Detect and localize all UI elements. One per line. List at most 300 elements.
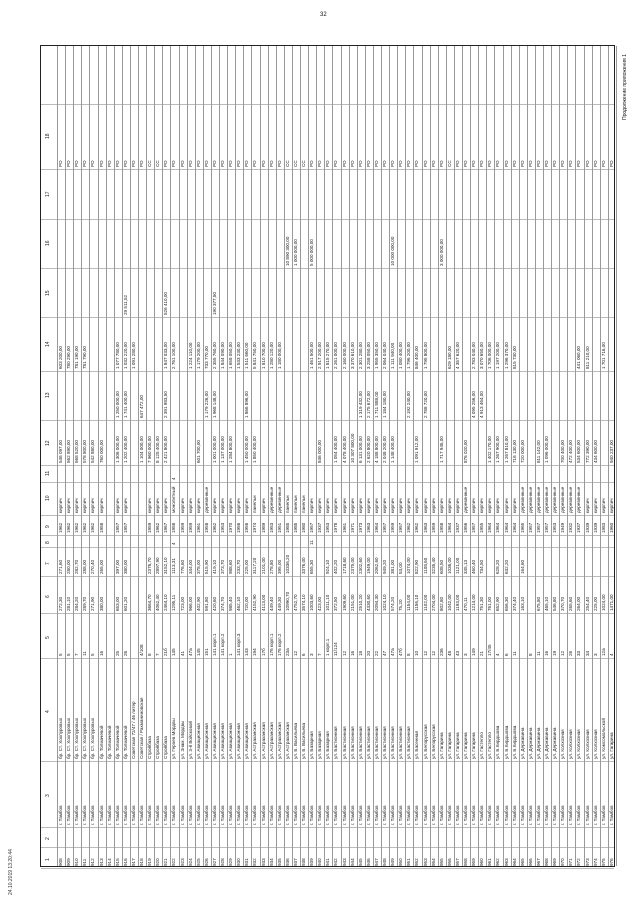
table-cell: бр. Толмачевой [106,725,112,760]
table-cell: ул. Бастионная [373,726,379,760]
table-cell: 1962 [414,522,420,534]
table-cell: 1957 [471,522,477,534]
table-cell: 12 [292,651,298,657]
table-cell: Стройбаза [155,736,161,760]
table-cell: кирпич [309,497,315,513]
table-cell: 916 [122,858,128,866]
table-cell: 5 000 000,00 [309,239,315,266]
table-cell: 950 [398,858,404,866]
table-cell: 2 261 000,00 [333,341,339,369]
table-cell: РО [479,160,485,168]
table-cell: г. Тамбов [220,805,226,825]
table-cell: 3664,70 [147,594,153,612]
table-cell: РО [268,160,274,168]
table-cell: ул. Державина [552,727,558,760]
table-cell: ул. Астраханская [268,722,274,760]
table-cell: 1909,60 [341,594,347,612]
table-cell: 941 [325,858,331,866]
table-cell: 1 224 110,00 [187,342,193,369]
table-cell: 1011,10 [325,594,331,612]
table-cell: г. Тамбов [244,805,250,825]
table-cell: 526 410,00 [163,292,169,316]
table-cell: 1949,00 [365,557,371,575]
table-cell: 967 [535,858,541,866]
table-cell: 149 [471,648,477,657]
table-cell: 1964 [446,522,452,534]
table-cell: РО [608,160,614,168]
table-cell: 1964 [487,522,493,534]
table-cell: 962 [495,858,501,866]
table-cell: кирпич [122,497,128,513]
table-cell: 47а [187,648,193,657]
table-cell: г. Тамбов [203,805,209,825]
table-cell: г. Тамбов [365,805,371,825]
table-cell: ул. Комсомольской [600,718,606,760]
table-cell: бр. Ст. Хохлуровых [58,718,63,760]
table-cell: 1 267 900,00 [495,436,501,464]
table-cell: 988,60 [228,560,234,575]
table-cell: 4113,00 [260,594,266,612]
table-cell: кирпич [333,497,339,513]
table-cell: СС [301,160,307,168]
table-cell: 4 [171,477,177,480]
table-cell: 776,60 [179,560,185,575]
table-cell: 4 [608,653,614,657]
table-cell: РО [187,160,193,168]
table-cell: 6 131 000,00 [357,436,363,464]
table-cell: кирпич [511,497,517,513]
table-cell: РО [430,160,436,168]
table-cell: кирпич [179,497,185,513]
table-cell: кирпич [495,497,501,513]
table-cell: 53,00 [398,562,404,575]
table-cell: г. Тамбов [284,805,290,825]
table-cell: РО [333,160,339,168]
table-cell: кирпич [406,497,412,513]
table-cell: 601,20 [122,597,128,612]
table-cell: РО [122,160,128,168]
table-cell: 434 600,00 [592,440,598,464]
table-cell: г. Тамбов [90,805,96,825]
table-cell: г. Тамбов [503,805,509,825]
column-header: 6 [45,594,51,598]
table-cell: 1 280 120,00 [268,341,274,369]
table-cell: 938 [301,858,307,866]
table-cell: РО [568,160,574,168]
table-cell: 271,90 [90,597,96,612]
table-cell: 1956 [244,522,250,534]
table-cell: г. Тамбов [454,805,460,825]
table-cell: г. Тамбов [333,805,339,825]
table-cell: 10 000 000,00 [390,236,396,266]
table-cell: 515,90 [203,560,209,575]
table-cell: 1962 [66,522,72,534]
table-cell: кирпич [98,497,104,513]
column-divider [41,576,614,577]
table-cell: 1964 [495,522,501,534]
table-cell: 716 130,00 [511,440,517,464]
table-cell: ул. Авиационная [203,723,209,760]
table-cell: 909 [66,858,72,866]
column-header: 9 [45,525,51,528]
table-cell: 21б [163,648,169,657]
table-cell: 937 [292,858,298,866]
table-cell: 33 [576,651,582,657]
table-cell: ул. Авиационная [211,723,217,760]
table-cell: 8 [147,653,153,657]
table-cell: 923 [179,858,185,866]
table-cell: кирпич [114,497,120,513]
table-cell: 925 [195,858,201,866]
table-cell: г. Тамбов [584,805,590,825]
table-cell: ул. Б.Кирдшова [495,725,501,760]
table-cell: 151 [203,648,209,657]
table-cell: 1 461 500,00 [309,341,315,369]
table-cell: СС [446,160,452,168]
table-cell: 402,90 [195,597,201,612]
table-cell: 12а [600,648,606,657]
table-cell: СС [292,160,298,168]
table-cell: РО [544,160,550,168]
table-cell: 958 [463,858,469,866]
column-divider [41,371,614,372]
table-cell: ул. Б.Кирдшова [511,725,517,760]
table-cell: г. Тамбов [268,805,274,825]
table-cell: 921 [163,858,169,866]
table-cell: ул. Авиационная [195,723,201,760]
table-cell: г. Тамбов [560,805,566,825]
table-cell: 254,40 [584,597,590,612]
table-cell: 932 [252,858,258,866]
table-cell: 1985 [292,522,298,534]
table-cell: г. Тамбов [349,805,355,825]
table-cell: кирпич [211,497,217,513]
table-cell: кирпич [349,497,355,513]
table-cell: РО [422,160,428,168]
table-cell: 1 968 148,00 [211,391,217,418]
column-divider [41,827,614,828]
table-cell: РО [503,160,509,168]
column-divider [41,219,614,220]
table-cell: 928 [220,858,226,866]
column-header: 1 [45,857,51,861]
table-cell: 5 [58,653,63,657]
table-cell: ул. Гагарина [608,732,614,760]
table-cell: ул. Державина [527,727,533,760]
table-cell: 3235,40 [430,557,436,575]
table-cell: РО [106,160,112,168]
table-cell: панельн [301,494,307,513]
table-cell: 3 070 650,00 [479,341,485,369]
column-header: 8 [45,541,51,545]
table-cell: ул. Авиационная [244,723,250,760]
table-cell: ул. Гагарина [454,732,460,760]
table-cell: деревянные [544,486,550,513]
table-cell: 378,00 [195,560,201,575]
table-cell: ул. Бастионная [341,726,347,760]
table-cell: 760 000,00 [98,440,104,464]
table-cell: 372,50 [333,597,339,612]
column-header: 3 [45,794,51,798]
table-cell: 911 [82,858,88,866]
table-cell: 1156,10 [414,594,420,612]
table-cell: 601 700,00 [195,440,201,464]
table-cell: кирпич [398,497,404,513]
table-cell: Советская 72/47 / 46 литер [130,701,136,760]
table-cell: 12 [341,651,347,657]
table-cell: 2 783 040,00 [471,341,477,369]
table-cell: РО [373,160,379,168]
table-cell: 1962 [74,522,80,534]
table-cell: 4062,40 [155,594,161,612]
column-divider [41,515,614,516]
table-cell: г. Тамбов [147,805,153,825]
table-cell: 1108,60 [422,557,428,575]
column-header: 5 [45,636,51,639]
table-cell: 1953 [325,522,331,534]
table-cell: 948 [382,858,388,866]
table-cell: 281,10 [66,597,72,612]
table-cell: 1 137 000,00 [220,436,226,464]
table-cell: 449,30 [276,597,282,612]
table-cell: 914 [106,858,112,866]
table-cell: 233,70 [236,560,242,575]
table-cell: РО [438,160,444,168]
table-cell: 720 000,00 [519,440,525,464]
table-cell: 47 [382,651,388,657]
table-cell: панельн [252,494,258,513]
table-cell: 1962 [211,522,217,534]
table-cell: 4 095 256,00 [471,391,477,418]
table-cell: кирпич [373,497,379,513]
table-cell: 12 [430,651,436,657]
table-cell: ул. Авиационная [236,723,242,760]
table-cell: г. Тамбов [463,805,469,825]
table-cell: деревянные [527,486,533,513]
column-header: 15 [45,290,51,296]
table-cell: г. Тамбов [139,805,144,825]
table-cell: деревянные [568,486,574,513]
column-divider [41,658,614,659]
table-cell: РО [58,160,63,168]
table-cell: 913 [98,858,104,866]
table-cell: 1 847 033,00 [163,341,169,369]
table-cell: 931 [244,858,250,866]
table-cell: 5 [90,653,96,657]
table-cell: г. Тамбов [608,805,614,825]
table-cell: деревянные [203,486,209,513]
table-cell: деревянные [552,486,558,513]
table-cell: кирпич [82,497,88,513]
table-cell: 1962 [155,522,161,534]
table-cell: 568 520,00 [74,440,80,464]
table-cell: 47а [390,648,396,657]
table-cell: 959 [471,858,477,866]
table-cell: 1 197 200,00 [495,341,501,369]
table-cell: 10 307 800,00 [349,433,355,464]
table-cell: 26 [568,651,574,657]
table-cell: ул. Державина [544,727,550,760]
table-cell: 402,20 [333,560,339,575]
table-cell: 8 125 400,00 [155,436,161,464]
table-cell: кирпич [430,497,436,513]
table-cell: ул. Гагарина [471,732,477,760]
table-cell: 6 [301,653,307,657]
table-cell: 2 620 800,00 [365,436,371,464]
table-cell: 733 770,00 [203,345,209,369]
table-cell: кирпич [317,497,323,513]
table-cell: 1957 [382,522,388,534]
table-cell: 8 [527,653,533,657]
table-cell: 10 [414,651,420,657]
table-cell: 145 [195,648,201,657]
table-cell: 3 [463,653,469,657]
column-divider [41,847,614,848]
table-cell: 8 [406,653,412,657]
table-cell: 1962 [58,522,63,534]
table-cell: 2101,00 [260,557,266,575]
table-cell: 5 [66,653,72,657]
table-cell: г. Тамбов [301,805,307,825]
table-cell: РО [90,160,96,168]
table-cell: г. Тамбов [535,805,541,825]
table-cell: 1 866 896,00 [244,391,250,418]
table-cell: 1958 [203,522,209,534]
table-cell: кирпич [66,497,72,513]
table-cell: Стройбаза [163,736,169,760]
table-cell: кирпич [325,497,331,513]
table-cell: ул. Бастионная [398,726,404,760]
table-cell: 395,00 [276,560,282,575]
table-cell: 1957 [309,522,315,534]
table-cell: 720,00 [244,597,250,612]
table-cell: 1 284 800,00 [228,436,234,464]
table-cell: 449,40 [268,597,274,612]
table-cell: кирпич [195,497,201,513]
table-cell: ул. Б. Васильева [301,723,307,760]
table-cell: 11 [309,540,315,546]
table-cell: г. Тамбов [519,805,525,825]
table-cell: г. Тамбов [479,805,485,825]
column-header: 18 [45,133,51,140]
table-cell: РО [398,160,404,168]
table-cell: 647 472,00 [139,395,144,418]
table-cell: 846 000,00 [317,440,323,464]
table-cell: РО [349,160,355,168]
table-cell: 1980 [301,522,307,534]
table-cell: 420,60 [211,597,217,612]
table-cell: 1 096 000,00 [544,436,550,464]
table-cell: 419,10 [211,560,217,575]
table-cell: 1 711 888,00 [373,391,379,418]
table-cell: 939 [309,858,315,866]
table-cell: кирпич [163,497,169,513]
table-cell: г. Тамбов [406,805,412,825]
table-cell: ул. Белорусская [430,724,436,760]
table-cell: 344,00 [187,560,193,575]
table-cell: 1964 [503,522,509,534]
table-cell: 1957 [398,522,404,534]
table-cell: 924,10 [325,560,331,575]
table-cell: РО [576,160,582,168]
table-cell: 603 200,00 [58,345,63,369]
table-cell: г. Тамбов [155,805,161,825]
table-cell: 655,30 [309,560,315,575]
table-cell: 1964 [511,522,517,534]
table-cell: 656,30 [503,597,509,612]
table-cell: 918 [139,858,144,866]
table-cell: г. Тамбов [390,805,396,825]
table-cell: РО [211,160,217,168]
table-cell: ул. Базарная [309,731,315,760]
table-cell: 460,40 [471,560,477,575]
table-cell: г. Тамбов [211,805,217,825]
table-cell: 947 [373,858,379,866]
table-cell: РО [414,160,420,168]
table-cell: 1965 [519,522,525,534]
table-cell: РО [82,160,88,168]
table-cell: 972 [576,858,582,866]
column-header: 17 [45,191,51,197]
table-cell: РО [535,160,541,168]
table-cell: 949,20 [382,560,388,575]
column-header: 12 [45,440,51,446]
table-cell: 1 955 350,00 [373,341,379,369]
table-cell: РО [365,160,371,168]
table-cell: 280,00 [66,560,72,575]
table-cell: РО [228,160,234,168]
table-cell: 1956 [236,522,242,534]
table-cell: 1959 [187,522,193,534]
table-cell: 21 [479,651,485,657]
table-cell: 922 [171,858,177,866]
table-cell: 964 [511,858,517,866]
table-cell: 12 [422,651,428,657]
table-cell: кирпич [382,497,388,513]
table-cell: 22 [373,651,379,657]
table-cell: 2302,60 [357,557,363,575]
table-cell: 734,50 [479,560,485,575]
table-cell: 10336,20 [284,555,290,575]
column-header: 16 [45,240,51,247]
table-cell: 462,10 [236,597,242,612]
table-cell: г. Тамбов [163,805,169,825]
table-cell: ул. Авиационная [220,723,226,760]
table-cell: ул. Бастионная [357,726,363,760]
table-cell: 1949 [560,522,566,534]
table-cell: СС [155,160,161,168]
table-cell: г. Тамбов [106,805,112,825]
table-cell: 4 [171,542,177,546]
table-cell: 11 [535,651,541,657]
table-cell: ул. Авиационная [228,723,234,760]
table-cell: 470,11 [463,597,469,612]
table-cell: 1 032 220,00 [122,341,128,369]
column-divider [41,169,614,170]
table-cell: 1193,00 [454,594,460,612]
table-cell: 194 [252,648,258,657]
table-cell: г. Тамбов [600,805,606,825]
table-cell: 278,80 [268,560,274,575]
table-cell: РО [236,160,242,168]
table-cell: 2 048 200,00 [382,436,388,464]
table-cell: 3376,00 [301,557,307,575]
table-cell: 1937 [317,522,323,534]
table-cell: г. Тамбов [130,805,136,825]
table-cell: кирпич [390,497,396,513]
table-cell: г. Тамбов [357,805,363,825]
table-cell: 4 913 464,00 [479,391,485,418]
